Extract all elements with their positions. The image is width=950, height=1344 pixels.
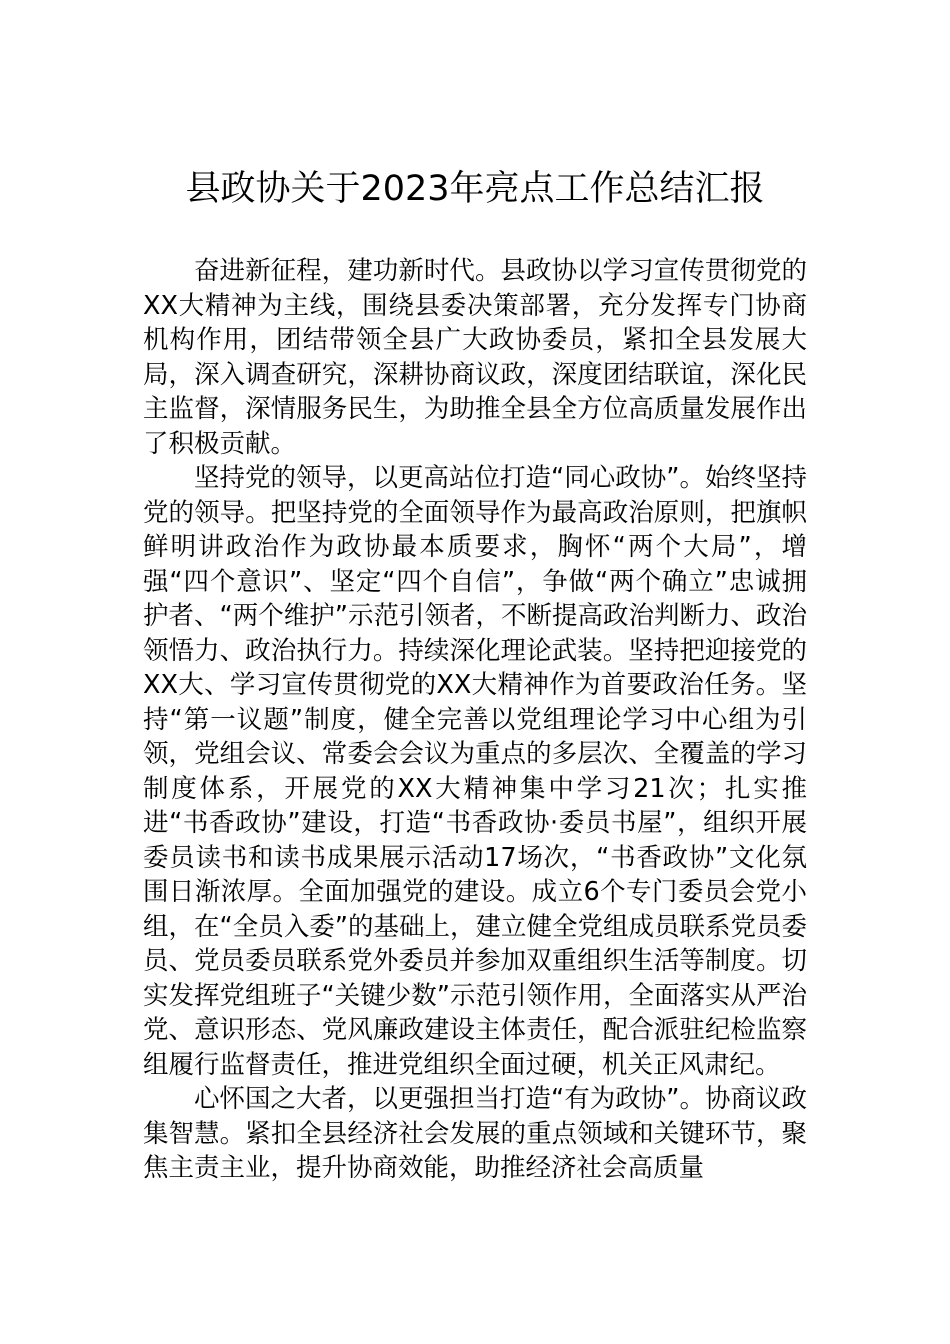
document-title: 县政协关于2023年亮点工作总结汇报 [185,169,765,209]
paragraph-intro: 奋进新征程，建功新时代。县政协以学习宣传贯彻党的XX大精神为主线，围绕县委决策部署，充分发挥专门协商机构作用，团结带领全县广大政协委员，紧扣全县发展大局，深入调查研究，深耕协商议政，深度团结联谊，深化民主监督，深情服务民生，为助推全县全方位高质量发展作出了积极贡献。 [143,256,807,459]
document-body [143,254,807,1186]
paragraph-responsibility: 心怀国之大者，以更强担当打造“有为政协”。协商议政集智慧。紧扣全县经济社会发展的重点领域和关键环节，聚焦主责主业，提升协商效能，助推经济社会高质量 [143,1084,807,1183]
paragraph-party-leadership: 坚持党的领导，以更高站位打造“同心政协”。始终坚持党的领导。把坚持党的全面领导作为最高政治原则，把旗帜鲜明讲政治作为政协最本质要求，胸怀“两个大局”，增强“四个意识”、坚定“四个自信”，争做“两个确立”忠诚拥护者、“两个维护”示范引领者，不断提高政治判断力、政治领悟力、政治执行力。持续深化理论武装。坚持把迎接党的XX大、学习宣传贯彻党的XX大精神作为首要政治任务。坚持“第一议题”制度，健全完善以党组理论学习中心组为引领，党组会议、常委会会议为重点的多层次、全覆盖的学习制度体系，开展党的XX大精神集中学习21次；扎实推进“书香政协”建设，打造“书香政协·委员书屋”，组织开展委员读书和读书成果展示活动17场次，“书香政协”文化氛围日渐浓厚。全面加强党的建设。成立6个专门委员会党小组，在“全员入委”的基础上，建立健全党组成员联系党员委员、党员委员联系党外委员并参加双重组织生活等制度。切实发挥党组班子“关键少数”示范引领作用，全面落实从严治党、意识形态、党风廉政建设主体责任，配合派驻纪检监察组履行监督责任，推进党组织全面过硬，机关正风肃纪。 [143,463,807,1080]
